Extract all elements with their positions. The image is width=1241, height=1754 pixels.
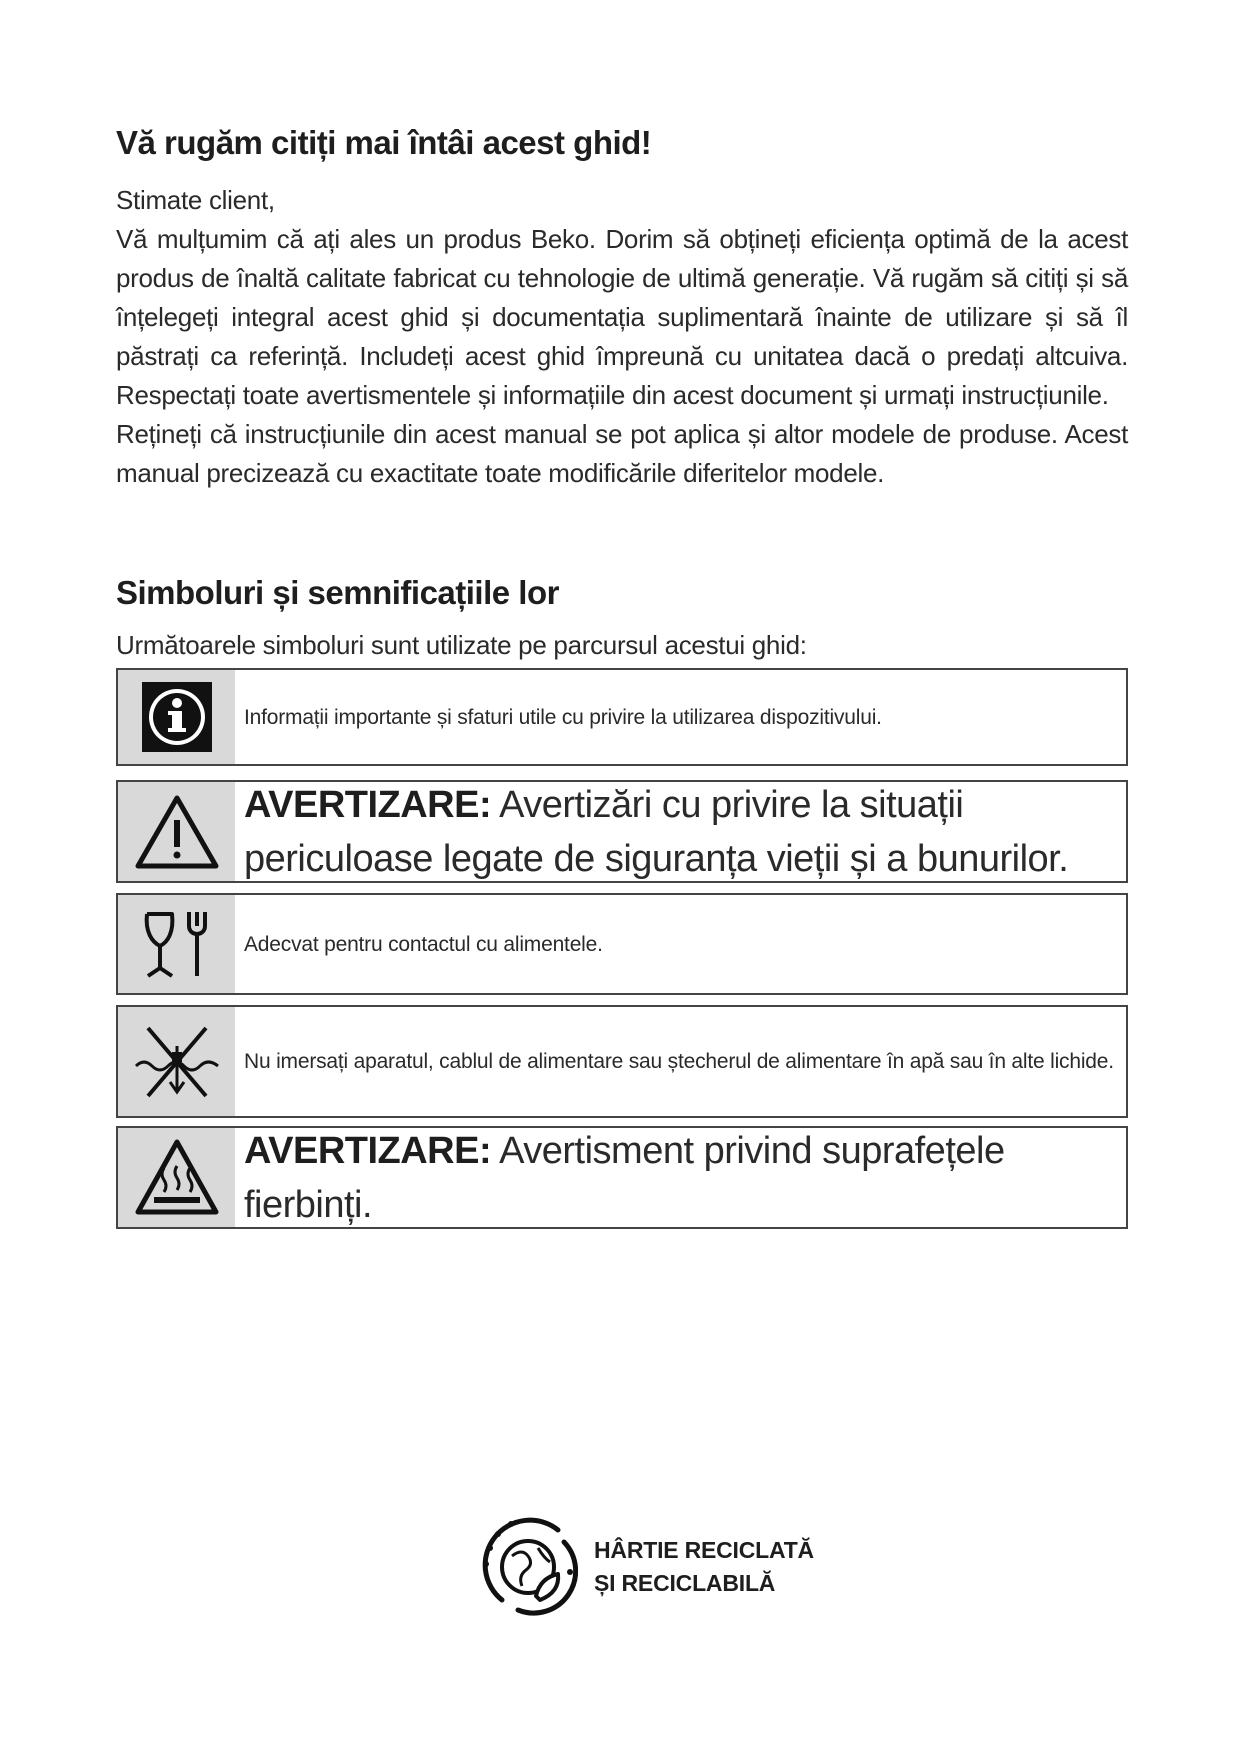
- symbol-text: Adecvat pentru contactul cu alimentele.: [244, 932, 603, 956]
- warning-triangle-icon: [118, 782, 235, 881]
- food-contact-icon: [118, 895, 235, 993]
- recycled-paper-badge: [478, 1512, 814, 1622]
- recycled-line-2: ȘI RECICLABILĂ: [594, 1570, 776, 1596]
- symbol-text: Nu imersați aparatul, cablul de alimentare sau ștecherul de alimentare în apă sau în alte lichide.: [244, 1050, 1114, 1073]
- warning-label: AVERTIZARE:: [244, 783, 492, 826]
- intro-section: [116, 181, 1128, 493]
- warning-text: Avertisment privind suprafețele fierbinți.: [244, 1129, 1005, 1226]
- symbol-row-info: [116, 668, 1128, 766]
- page-title: Vă rugăm citiți mai întâi acest ghid!: [116, 124, 652, 161]
- no-immersion-icon: [118, 1007, 235, 1116]
- greeting: Stimate client,: [116, 185, 275, 215]
- symbol-row-hot-surface: [116, 1126, 1128, 1229]
- symbol-row-immersion: [116, 1005, 1128, 1118]
- info-icon: [118, 670, 235, 764]
- symbol-text: Informații importante și sfaturi utile cu privire la utilizarea dispozitivului.: [244, 705, 882, 729]
- intro-paragraph-1: Vă mulțumim că ați ales un produs Beko. Dorim să obțineți eficiența optimă de la acest produs de înaltă calitate fabricat cu tehnologie de ultimă generație. Vă rugăm să citiți și să înțelegeți integral acest ghid și documentația suplimentară înainte de utilizare și să îl păstrați ca referință. Includeți acest ghid împreună cu unitatea dacă o predați altcuiva. Respectați toate avertismentele și informațiile din acest document și urmați instrucțiunile.: [116, 224, 1128, 410]
- symbol-text: [235, 1128, 1126, 1227]
- warning-label: AVERTIZARE:: [244, 1129, 492, 1172]
- symbol-row-warning: [116, 780, 1128, 883]
- symbol-text: [235, 782, 1126, 881]
- warning-text: Avertizări cu privire la situații periculoase legate de siguranța vieții și a bunurilor.: [244, 783, 1069, 880]
- recycled-paper-text: [594, 1534, 814, 1600]
- symbols-heading: Simboluri și semnificațiile lor: [116, 574, 559, 611]
- symbol-row-food: [116, 893, 1128, 995]
- hot-surface-icon: [118, 1128, 235, 1227]
- recycled-globe-icon: [478, 1512, 578, 1622]
- symbols-intro: Următoarele simboluri sunt utilizate pe parcursul acestui ghid:: [116, 630, 807, 660]
- intro-paragraph-2: Rețineți că instrucțiunile din acest manual se pot aplica și altor modele de produse. Acest manual precizează cu exactitate toate modificările diferitelor modele.: [116, 419, 1128, 488]
- recycled-line-1: HÂRTIE RECICLATĂ: [594, 1537, 814, 1563]
